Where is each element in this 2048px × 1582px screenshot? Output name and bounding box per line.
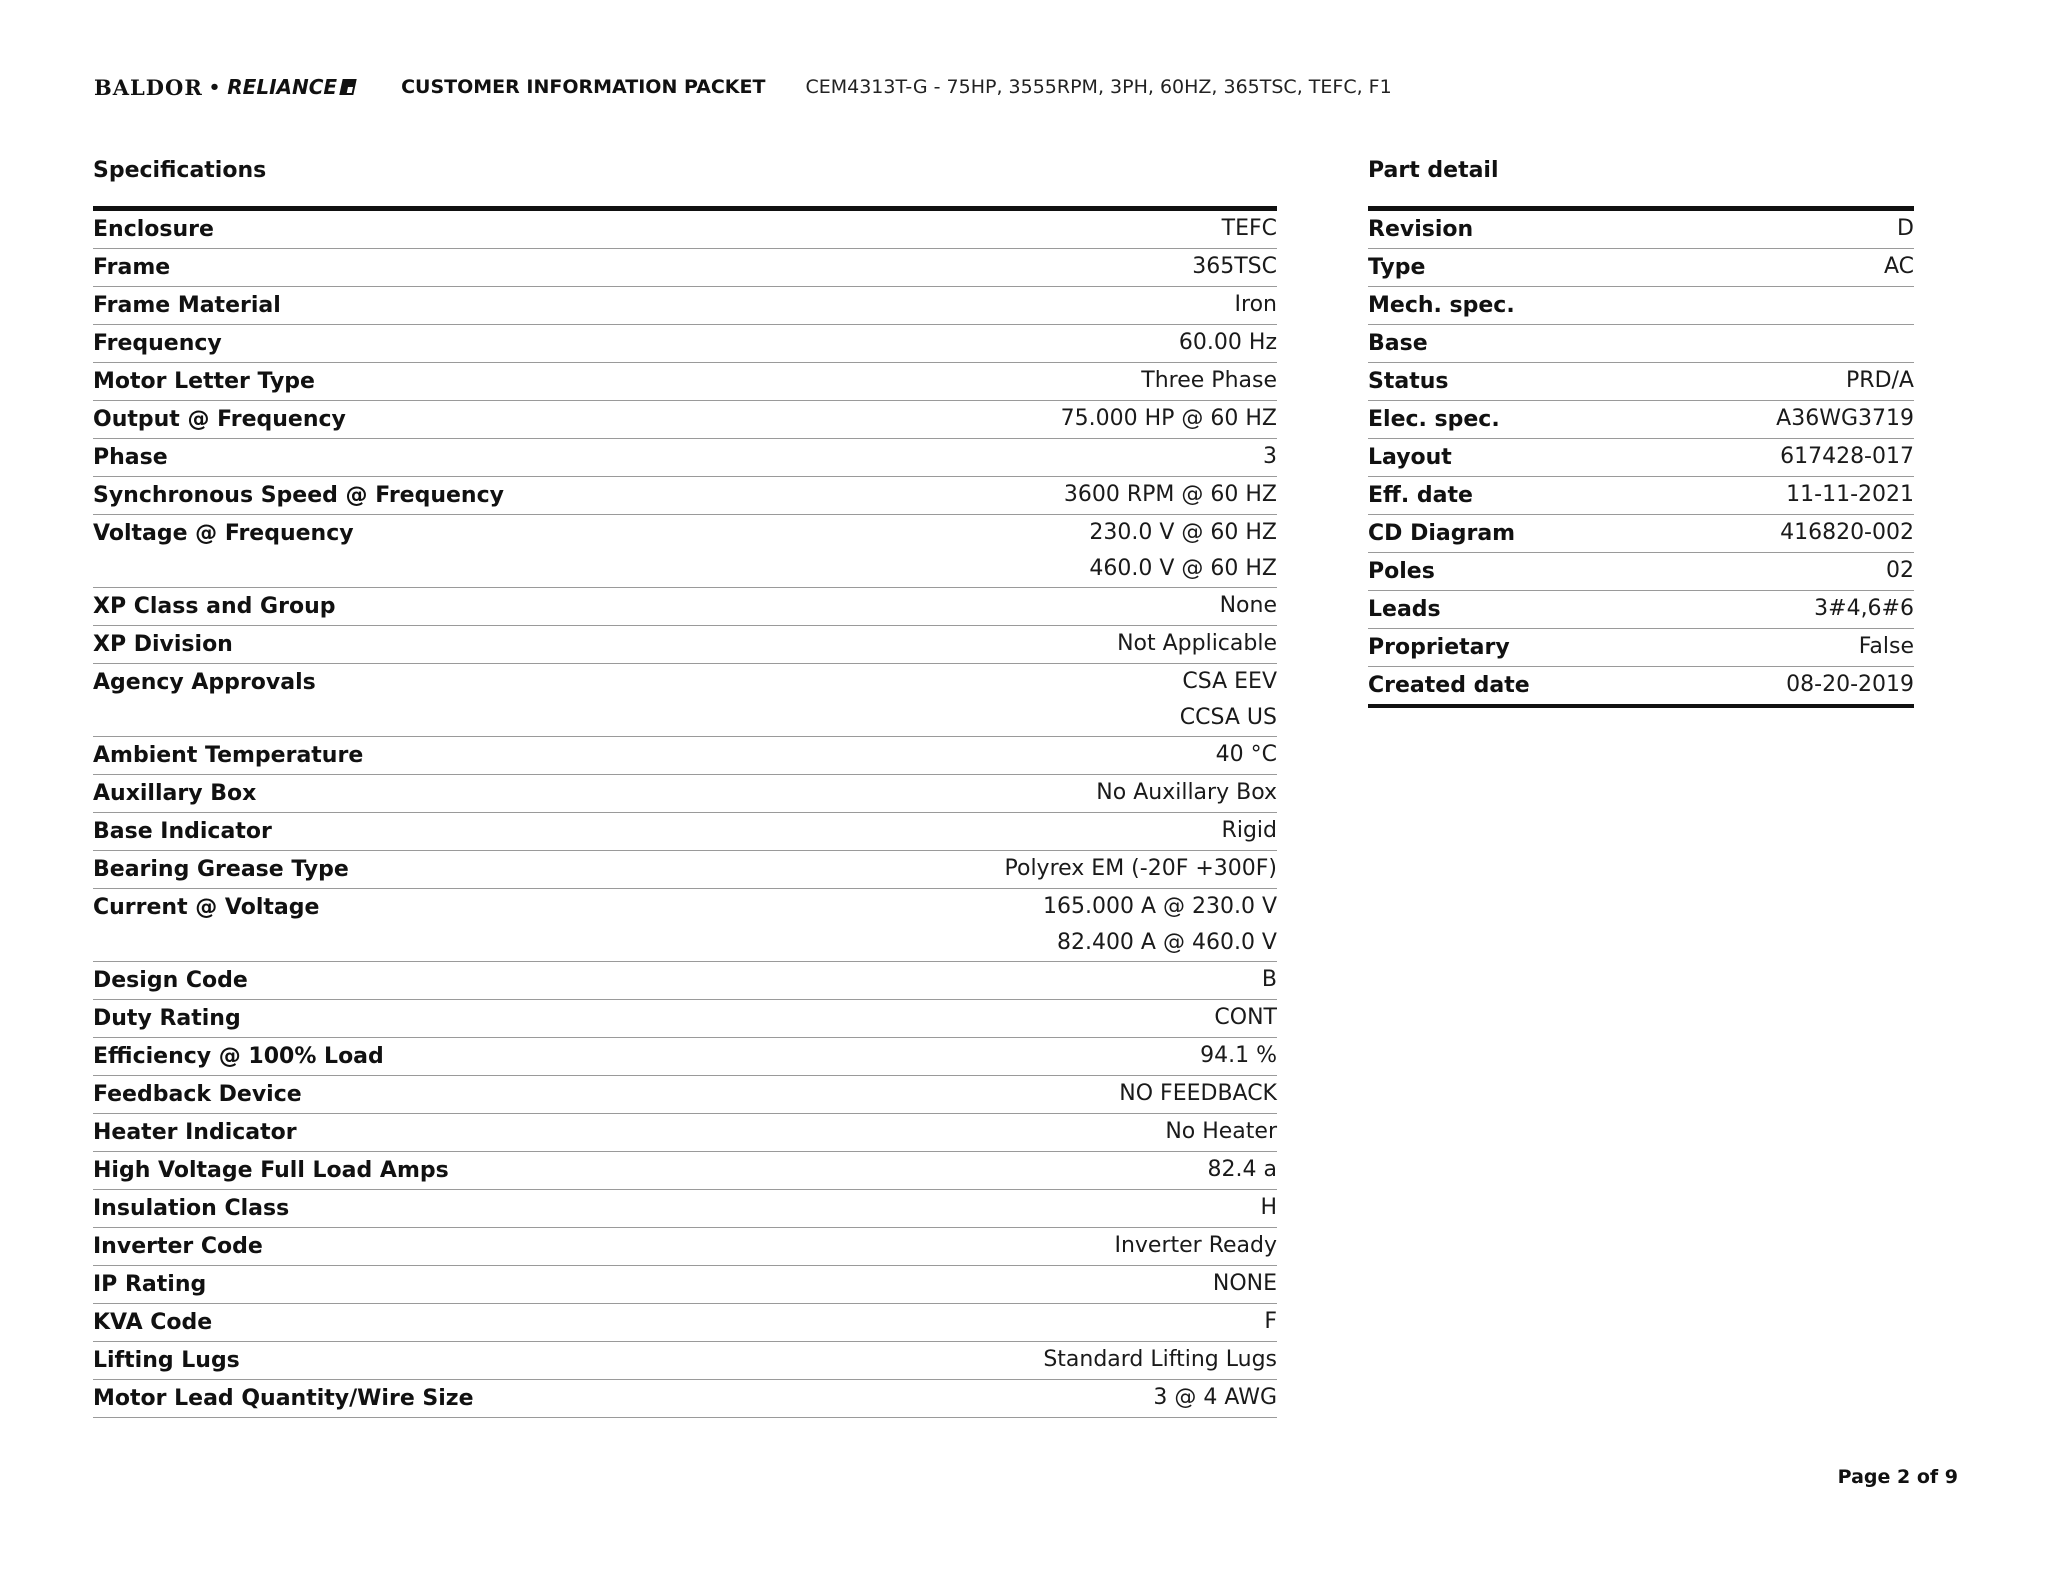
spec-label: Efficiency @ 100% Load: [93, 1044, 384, 1069]
spec-label: Base Indicator: [93, 819, 272, 844]
part-label: Eff. date: [1368, 483, 1473, 508]
part-value: 08-20-2019: [1786, 672, 1914, 697]
part-value: AC: [1883, 254, 1914, 279]
spec-value: 3 @ 4 AWG: [1153, 1385, 1277, 1410]
spec-value: Iron: [1234, 292, 1277, 317]
part-label: CD Diagram: [1368, 521, 1516, 546]
part-value: 11-11-2021: [1786, 482, 1914, 507]
spec-row: [93, 664, 1277, 737]
logo-mark-icon: [339, 79, 356, 95]
spec-label: Ambient Temperature: [93, 743, 364, 768]
specifications-title: Specifications: [93, 158, 267, 183]
spec-value: None: [1219, 593, 1277, 618]
spec-row: [93, 588, 1277, 626]
spec-label: Output @ Frequency: [93, 407, 346, 432]
part-values: [1846, 363, 1914, 400]
spec-value: No Auxillary Box: [1096, 780, 1277, 805]
spec-row: [93, 1304, 1277, 1342]
spec-label: Design Code: [93, 968, 248, 993]
part-detail-title: Part detail: [1368, 158, 1499, 183]
part-values: [1786, 667, 1914, 704]
spec-row: [93, 287, 1277, 325]
spec-values: [1235, 287, 1277, 324]
page-header: [94, 72, 1392, 102]
part-values: [1859, 629, 1914, 666]
part-row: [1368, 287, 1914, 325]
spec-values: [1222, 211, 1277, 248]
spec-value: 60.00 Hz: [1178, 330, 1277, 355]
spec-values: [1064, 477, 1277, 514]
part-row: [1368, 439, 1914, 477]
spec-value: CONT: [1214, 1005, 1277, 1030]
part-label: Layout: [1368, 445, 1452, 470]
spec-row: [93, 1342, 1277, 1380]
part-value: 416820-002: [1780, 520, 1914, 545]
spec-label: Auxillary Box: [93, 781, 257, 806]
spec-value: 82.4 a: [1207, 1157, 1277, 1182]
part-label: Created date: [1368, 673, 1530, 698]
part-row: [1368, 249, 1914, 287]
spec-values: [1005, 851, 1278, 888]
spec-label: Enclosure: [93, 217, 214, 242]
spec-values: [1260, 1190, 1277, 1227]
spec-value: NO FEEDBACK: [1119, 1081, 1277, 1106]
spec-values: [1220, 588, 1277, 625]
part-label: Base: [1368, 331, 1428, 356]
spec-label: Motor Letter Type: [93, 369, 315, 394]
part-label: Poles: [1368, 559, 1435, 584]
part-label: Revision: [1368, 217, 1474, 242]
spec-value: CCSA US: [1179, 705, 1277, 730]
spec-values: [1096, 775, 1277, 812]
spec-value: 230.0 V @ 60 HZ: [1089, 520, 1277, 545]
spec-row: [93, 1076, 1277, 1114]
spec-value: 365TSC: [1192, 254, 1277, 279]
part-label: Elec. spec.: [1368, 407, 1500, 432]
spec-label: XP Class and Group: [93, 594, 336, 619]
spec-value: Three Phase: [1141, 368, 1277, 393]
spec-label: Phase: [93, 445, 168, 470]
model-description: CEM4313T-G - 75HP, 3555RPM, 3PH, 60HZ, 365TSC, TEFC, F1: [805, 76, 1392, 98]
spec-label: Voltage @ Frequency: [93, 521, 354, 546]
spec-label: Insulation Class: [93, 1196, 290, 1221]
part-row: [1368, 667, 1914, 704]
spec-row: [93, 737, 1277, 775]
spec-label: Duty Rating: [93, 1006, 241, 1031]
spec-values: [1213, 1266, 1277, 1303]
spec-values: [1216, 737, 1277, 774]
part-value: A36WG3719: [1776, 406, 1914, 431]
spec-value: F: [1264, 1309, 1277, 1334]
part-value: 617428-017: [1780, 444, 1914, 469]
spec-row: [93, 1038, 1277, 1076]
spec-row: [93, 363, 1277, 401]
spec-values: [1262, 962, 1277, 999]
spec-label: Frame: [93, 255, 171, 280]
part-row: [1368, 401, 1914, 439]
spec-values: [1208, 1152, 1277, 1189]
spec-value: 460.0 V @ 60 HZ: [1089, 556, 1277, 581]
spec-label: Agency Approvals: [93, 670, 316, 695]
part-row: [1368, 553, 1914, 591]
spec-label: Motor Lead Quantity/Wire Size: [93, 1386, 474, 1411]
spec-value: 40 °C: [1215, 742, 1277, 767]
part-row: [1368, 515, 1914, 553]
spec-label: Synchronous Speed @ Frequency: [93, 483, 504, 508]
spec-values: [1119, 1076, 1277, 1113]
part-label: Proprietary: [1368, 635, 1510, 660]
part-values: [1897, 211, 1914, 248]
spec-value: 82.400 A @ 460.0 V: [1056, 930, 1277, 955]
part-row: [1368, 325, 1914, 363]
part-row: [1368, 629, 1914, 667]
spec-label: High Voltage Full Load Amps: [93, 1158, 449, 1183]
spec-label: Current @ Voltage: [93, 895, 320, 920]
spec-row: [93, 211, 1277, 249]
spec-row: [93, 775, 1277, 813]
spec-value: Polyrex EM (-20F +300F): [1004, 856, 1277, 881]
spec-label: Heater Indicator: [93, 1120, 297, 1145]
spec-values: [1165, 1114, 1277, 1151]
part-row: [1368, 363, 1914, 401]
spec-values: [1061, 401, 1277, 438]
spec-value: Not Applicable: [1117, 631, 1277, 656]
spec-value: B: [1261, 967, 1277, 992]
spec-label: IP Rating: [93, 1272, 207, 1297]
part-row: [1368, 211, 1914, 249]
part-values: [1776, 401, 1914, 438]
spec-row: [93, 249, 1277, 287]
specifications-table: [93, 206, 1277, 1418]
spec-label: Lifting Lugs: [93, 1348, 240, 1373]
part-value: PRD/A: [1846, 368, 1914, 393]
spec-row: [93, 962, 1277, 1000]
part-detail-table: [1368, 206, 1914, 708]
spec-value: TEFC: [1221, 216, 1277, 241]
spec-values: [1117, 626, 1277, 663]
part-values: [1780, 439, 1914, 476]
part-label: Mech. spec.: [1368, 293, 1515, 318]
spec-label: Frame Material: [93, 293, 281, 318]
spec-row: [93, 1114, 1277, 1152]
spec-row: [93, 325, 1277, 363]
part-label: Status: [1368, 369, 1449, 394]
spec-value: NONE: [1212, 1271, 1277, 1296]
spec-values: [1043, 1342, 1277, 1379]
logo-reliance-text: RELIANCE: [227, 75, 338, 99]
baldor-reliance-logo: [94, 75, 355, 100]
spec-row: [93, 515, 1277, 588]
spec-value: 94.1 %: [1200, 1043, 1277, 1068]
logo-dot: •: [208, 76, 222, 98]
part-value: 02: [1886, 558, 1914, 583]
part-values: [1886, 553, 1914, 590]
spec-value: 3: [1263, 444, 1277, 469]
spec-row: [93, 813, 1277, 851]
spec-row: [93, 851, 1277, 889]
spec-values: [1263, 439, 1277, 476]
spec-value: 75.000 HP @ 60 HZ: [1060, 406, 1277, 431]
spec-value: 3600 RPM @ 60 HZ: [1063, 482, 1277, 507]
spec-row: [93, 477, 1277, 515]
part-value: False: [1858, 634, 1914, 659]
part-label: Type: [1368, 255, 1426, 280]
spec-value: CSA EEV: [1182, 669, 1277, 694]
spec-label: XP Division: [93, 632, 233, 657]
spec-label: Bearing Grease Type: [93, 857, 349, 882]
spec-row: [93, 401, 1277, 439]
spec-value: 165.000 A @ 230.0 V: [1042, 894, 1277, 919]
spec-values: [1214, 1000, 1277, 1037]
logo-baldor-text: BALDOR: [94, 74, 203, 100]
spec-value: Rigid: [1221, 818, 1277, 843]
spec-row: [93, 1000, 1277, 1038]
spec-label: KVA Code: [93, 1310, 213, 1335]
spec-row: [93, 626, 1277, 664]
spec-values: [1179, 325, 1277, 362]
part-values: [1780, 515, 1914, 552]
page-number: Page 2 of 9: [1837, 1466, 1958, 1488]
part-row: [1368, 477, 1914, 515]
part-values: [1884, 249, 1914, 286]
spec-label: Frequency: [93, 331, 222, 356]
part-row: [1368, 591, 1914, 629]
spec-row: [93, 1152, 1277, 1190]
spec-values: [1180, 664, 1277, 736]
spec-value: No Heater: [1165, 1119, 1277, 1144]
spec-row: [93, 1266, 1277, 1304]
part-values: [1814, 591, 1914, 628]
spec-row: [93, 1190, 1277, 1228]
part-values: [1786, 477, 1914, 514]
spec-values: [1043, 889, 1277, 961]
spec-label: Inverter Code: [93, 1234, 263, 1259]
part-value: D: [1897, 216, 1914, 241]
part-value: 3#4,6#6: [1814, 596, 1914, 621]
spec-values: [1222, 813, 1277, 850]
spec-value: H: [1260, 1195, 1277, 1220]
spec-row: [93, 1228, 1277, 1266]
spec-values: [1200, 1038, 1277, 1075]
spec-values: [1153, 1380, 1277, 1417]
spec-values: [1141, 363, 1277, 400]
spec-value: Inverter Ready: [1114, 1233, 1277, 1258]
spec-values: [1089, 515, 1277, 587]
spec-row: [93, 439, 1277, 477]
spec-values: [1114, 1228, 1277, 1265]
packet-title: CUSTOMER INFORMATION PACKET: [401, 76, 766, 98]
spec-value: Standard Lifting Lugs: [1043, 1347, 1277, 1372]
spec-label: Feedback Device: [93, 1082, 302, 1107]
spec-values: [1264, 1304, 1277, 1341]
spec-row: [93, 1380, 1277, 1418]
part-label: Leads: [1368, 597, 1441, 622]
spec-row: [93, 889, 1277, 962]
spec-values: [1192, 249, 1277, 286]
